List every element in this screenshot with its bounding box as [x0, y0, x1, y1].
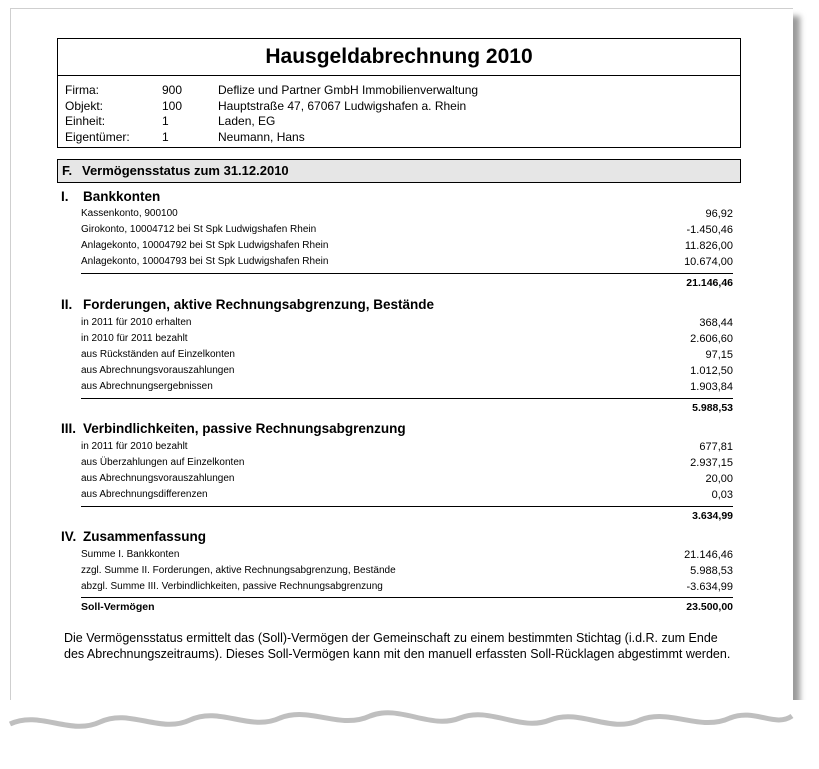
item-label: in 2011 für 2010 erhalten — [81, 317, 192, 328]
meta-row-eigentuemer — [58, 130, 740, 146]
subtotal-rule — [81, 506, 733, 507]
group-number: IV. — [61, 529, 77, 544]
item-label: aus Abrechnungsvorauszahlungen — [81, 365, 235, 376]
meta-label: Objekt: — [65, 98, 104, 113]
line-item — [81, 439, 733, 455]
group-total — [81, 508, 733, 524]
item-amount: 96,92 — [705, 208, 733, 220]
total-amount: 5.988,53 — [692, 402, 733, 414]
meta-value: Neumann, Hans — [218, 129, 305, 144]
item-label: Summe I. Bankkonten — [81, 549, 180, 560]
footnote-text: Die Vermögensstatus ermittelt das (Soll)-Vermögen der Gemeinschaft zu einem bestimmten Stichtag (i.d.R. zum Ende des Abrechnungszeitraums). Dieses Soll-Vermögen kann mit den manuell erfassten Soll-Rücklagen abgestimmt werden. — [64, 631, 731, 661]
line-item — [81, 315, 733, 331]
group-title: Bankkonten — [83, 189, 161, 204]
line-item — [81, 331, 733, 347]
total-amount: 23.500,00 — [686, 601, 733, 613]
item-amount: 677,81 — [699, 441, 733, 453]
item-amount: 97,15 — [705, 349, 733, 361]
subtotal-rule — [81, 273, 733, 274]
group-number: I. — [61, 189, 69, 204]
item-amount: 368,44 — [699, 317, 733, 329]
item-amount: -3.634,99 — [686, 581, 733, 593]
item-amount: 2.606,60 — [690, 333, 733, 345]
meta-row-firma — [58, 83, 740, 99]
section-letter: F. — [62, 163, 73, 178]
meta-number: 900 — [162, 83, 183, 97]
line-item — [81, 206, 733, 222]
group-number: II. — [61, 297, 73, 312]
subtotal-rule — [81, 597, 733, 598]
item-amount: 20,00 — [705, 473, 733, 485]
item-amount: 11.826,00 — [684, 240, 733, 252]
item-label: abzgl. Summe III. Verbindlichkeiten, passive Rechnungsabgrenzung — [81, 581, 383, 592]
total-label: Soll-Vermögen — [81, 601, 155, 613]
total-amount: 3.634,99 — [692, 510, 733, 522]
item-label: aus Abrechnungsergebnissen — [81, 381, 213, 392]
line-item — [81, 455, 733, 471]
meta-row-objekt — [58, 99, 740, 115]
line-item — [81, 579, 733, 595]
item-label: in 2011 für 2010 bezahlt — [81, 441, 188, 452]
item-amount: 5.988,53 — [690, 565, 733, 577]
header-box — [57, 38, 741, 148]
meta-value: Laden, EG — [218, 114, 276, 128]
item-label: zzgl. Summe II. Forderungen, aktive Rechnungsabgrenzung, Bestände — [81, 565, 396, 576]
item-amount: 1.012,50 — [690, 365, 733, 377]
line-item — [81, 238, 733, 254]
line-item — [81, 222, 733, 238]
group-title: Zusammenfassung — [83, 529, 207, 544]
item-label: Anlagekonto, 10004793 bei St Spk Ludwigshafen Rhein — [81, 256, 329, 267]
item-label: Girokonto, 10004712 bei St Spk Ludwigshafen Rhein — [81, 224, 317, 235]
item-amount: 10.674,00 — [684, 256, 733, 268]
line-item — [81, 347, 733, 363]
torn-edge-decoration — [0, 700, 819, 769]
item-amount: 1.903,84 — [690, 381, 733, 393]
item-amount: 21.146,46 — [684, 549, 733, 561]
line-item — [81, 379, 733, 395]
group-title: Verbindlichkeiten, passive Rechnungsabgrenzung — [83, 421, 406, 436]
meta-row-einheit — [58, 114, 740, 130]
line-item — [81, 563, 733, 579]
group-title: Forderungen, aktive Rechnungsabgrenzung, Bestände — [83, 297, 435, 312]
section-heading — [57, 159, 741, 183]
item-amount: -1.450,46 — [686, 224, 733, 236]
item-label: Anlagekonto, 10004792 bei St Spk Ludwigshafen Rhein — [81, 240, 329, 251]
item-label: aus Rückständen auf Einzelkonten — [81, 349, 235, 360]
line-item — [81, 471, 733, 487]
item-amount: 2.937,15 — [690, 457, 733, 469]
meta-label: Firma: — [65, 83, 99, 97]
meta-number: 1 — [162, 114, 169, 128]
line-item — [81, 254, 733, 270]
item-label: in 2010 für 2011 bezahlt — [81, 333, 188, 344]
group-total — [81, 275, 733, 291]
document-page — [10, 8, 793, 725]
group-number: III. — [61, 421, 77, 436]
document-title: Hausgeldabrechnung 2010 — [58, 39, 740, 76]
line-item — [81, 547, 733, 563]
line-item — [81, 487, 733, 503]
section-title: Vermögensstatus zum 31.12.2010 — [82, 163, 289, 178]
meta-label: Einheit: — [65, 114, 106, 128]
item-amount: 0,03 — [711, 489, 733, 501]
meta-number: 100 — [162, 98, 183, 113]
line-item — [81, 363, 733, 379]
meta-number: 1 — [162, 129, 169, 144]
item-label: aus Abrechnungsvorauszahlungen — [81, 473, 235, 484]
item-label: aus Überzahlungen auf Einzelkonten — [81, 457, 245, 468]
total-amount: 21.146,46 — [686, 277, 733, 289]
group-total — [81, 400, 733, 416]
grand-total — [81, 599, 733, 615]
meta-value: Hauptstraße 47, 67067 Ludwigshafen a. Rhein — [218, 98, 467, 113]
subtotal-rule — [81, 398, 733, 399]
meta-block — [58, 76, 740, 145]
item-label: Kassenkonto, 900100 — [81, 208, 178, 219]
item-label: aus Abrechnungsdifferenzen — [81, 489, 208, 500]
meta-label: Eigentümer: — [65, 129, 130, 144]
meta-value: Deflize und Partner GmbH Immobilienverwaltung — [218, 83, 479, 97]
